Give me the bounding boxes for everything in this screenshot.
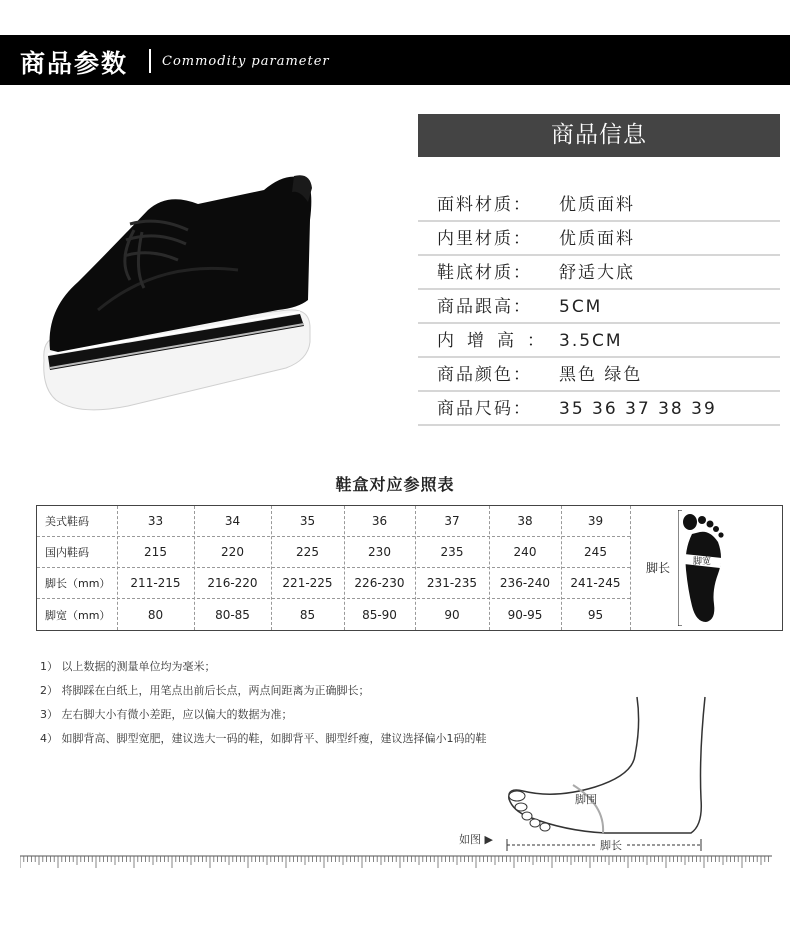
table-divider	[489, 506, 490, 630]
table-cell: 221-225	[282, 576, 333, 590]
table-divider	[117, 506, 118, 630]
table-row	[37, 600, 630, 631]
table-cell: 80	[147, 608, 164, 622]
table-divider	[271, 506, 272, 630]
foot-outline-cell	[630, 506, 783, 630]
length-label: 脚长	[600, 839, 622, 852]
info-value: 35 36 37 38 39	[559, 399, 717, 419]
info-value: 优质面料	[559, 195, 635, 215]
header-title-en: Commodity parameter	[162, 54, 330, 69]
header-divider	[149, 49, 151, 73]
table-cell: 231-235	[426, 576, 478, 590]
table-cell: 38	[517, 514, 533, 528]
info-value: 舒适大底	[559, 263, 635, 283]
info-row-sizes	[418, 392, 780, 426]
table-row-header: 美式鞋码	[45, 515, 89, 528]
table-cell: 220	[221, 545, 244, 559]
table-cell: 235	[440, 545, 464, 559]
info-label: 内里材质：	[437, 229, 532, 249]
table-cell: 85	[299, 608, 316, 622]
info-row-inner-lift	[418, 324, 780, 358]
info-label: 商品颜色：	[437, 365, 532, 385]
table-row	[37, 537, 630, 568]
info-row-heel-height	[418, 290, 780, 324]
see-figure-label: 如图 ▶	[459, 833, 493, 846]
header-title-cn: 商品参数	[20, 49, 129, 78]
foot-measurement-diagram	[455, 695, 775, 860]
table-divider	[194, 506, 195, 630]
foot-width-label: 脚宽	[692, 557, 712, 567]
info-row-sole	[418, 256, 780, 290]
table-divider	[415, 506, 416, 630]
table-cell: 241-245	[570, 576, 621, 590]
table-cell: 226-230	[354, 576, 405, 590]
table-divider	[344, 506, 345, 630]
table-cell: 34	[224, 514, 241, 528]
table-cell: 216-220	[207, 576, 258, 590]
info-rows	[418, 188, 780, 426]
note-item: 3） 左右脚大小有微小差距，应以偏大的数据为准；	[40, 708, 293, 721]
info-value: 优质面料	[559, 229, 635, 249]
table-cell: 80-85	[215, 608, 250, 622]
table-cell: 35	[299, 514, 316, 528]
foot-outline-icon	[678, 510, 728, 626]
table-cell: 95	[587, 608, 604, 622]
table-cell: 37	[444, 514, 460, 528]
table-divider	[561, 506, 562, 630]
table-cell: 33	[147, 514, 164, 528]
shoe-image	[38, 160, 328, 420]
measurement-notes	[40, 660, 487, 756]
table-cell: 225	[296, 545, 319, 559]
size-table	[36, 505, 783, 631]
ruler-graphic	[20, 855, 772, 869]
info-label: 面料材质：	[437, 195, 532, 215]
table-cell: 90	[444, 608, 460, 622]
note-item: 1） 以上数据的测量单位均为毫米；	[40, 660, 216, 673]
table-cell: 245	[584, 545, 607, 559]
table-row-header: 脚宽（mm）	[45, 609, 111, 622]
foot-length-label: 脚长	[646, 561, 671, 575]
note-item: 2） 将脚踩在白纸上，用笔点出前后长点，两点间距离为正确脚长；	[40, 684, 370, 697]
table-cell: 230	[368, 545, 391, 559]
table-cell: 85-90	[362, 608, 397, 622]
table-cell: 211-215	[130, 576, 181, 590]
info-title: 商品信息	[418, 114, 780, 157]
table-cell: 36	[371, 514, 388, 528]
table-cell: 39	[587, 514, 604, 528]
table-row-header: 国内鞋码	[45, 546, 89, 559]
info-value: 黑色 绿色	[559, 365, 643, 385]
table-cell: 215	[144, 545, 167, 559]
table-cell: 240	[513, 545, 537, 559]
info-row-fabric	[418, 188, 780, 222]
table-cell: 90-95	[507, 608, 543, 622]
info-value: 3.5CM	[559, 331, 623, 351]
info-value: 5CM	[559, 297, 603, 317]
note-item: 4） 如脚背高、脚型宽肥，建议选大一码的鞋，如脚背平、脚型纤瘦，建议选择偏小1码的鞋	[40, 732, 487, 745]
info-label: 鞋底材质：	[437, 263, 532, 283]
info-row-lining	[418, 222, 780, 256]
product-info-panel	[418, 114, 780, 426]
table-row	[37, 568, 630, 599]
table-cell: 236-240	[499, 576, 551, 590]
info-label: 内增高：	[437, 331, 557, 351]
info-label: 商品尺码：	[437, 399, 532, 419]
girth-label: 脚围	[575, 793, 597, 806]
table-row	[37, 506, 630, 537]
info-label: 商品跟高：	[437, 297, 532, 317]
size-table-title: 鞋盒对应参照表	[335, 475, 455, 494]
info-row-color	[418, 358, 780, 392]
table-row-header: 脚长（mm）	[45, 577, 111, 590]
header-band	[0, 35, 790, 85]
